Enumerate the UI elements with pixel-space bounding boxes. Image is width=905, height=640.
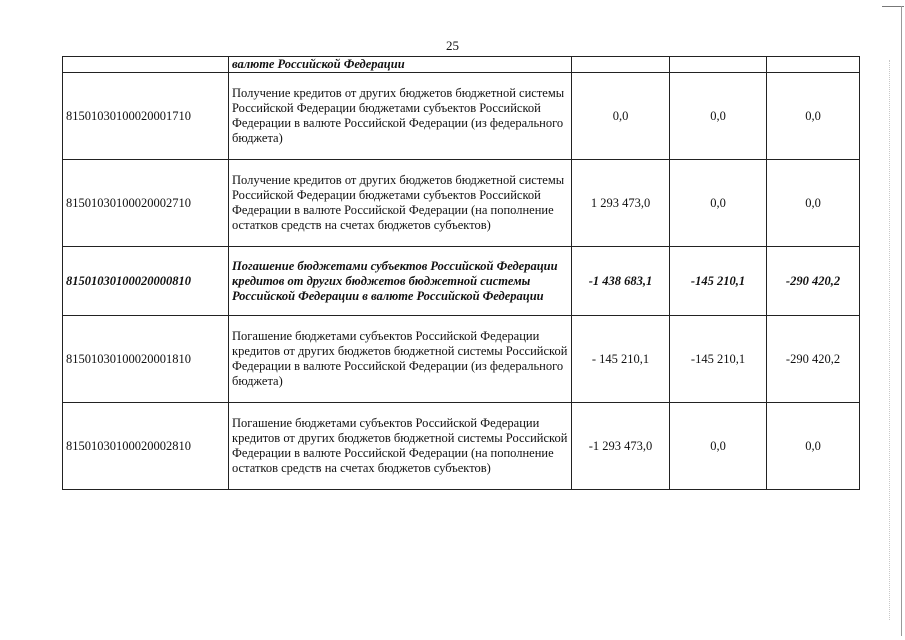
budget-table [62, 56, 860, 490]
row-value-1: 0,0 [572, 73, 670, 160]
row-description: Получение кредитов от других бюджетов бюджетной системы Российской Федерации бюджетами субъектов Российской Федерации в валюте Российской Федерации (из федерального бюджета) [229, 73, 572, 160]
table-row [63, 316, 860, 403]
row-value-2: 0,0 [670, 160, 767, 247]
row-value-2: 0,0 [670, 403, 767, 490]
page-number: 25 [446, 38, 459, 53]
row-value-2: -145 210,1 [670, 247, 767, 316]
row-code: 81501030100020000810 [63, 247, 229, 316]
row-description: Погашение бюджетами субъектов Российской Федерации кредитов от других бюджетов бюджетной системы Российской Федерации в валюте Российской Федерации (из федерального бюджета) [229, 316, 572, 403]
row-value-3: 0,0 [767, 403, 860, 490]
row-value-3: 0,0 [767, 160, 860, 247]
row-value-1: -1 293 473,0 [572, 403, 670, 490]
row-value-3: -290 420,2 [767, 316, 860, 403]
row-description: Получение кредитов от других бюджетов бюджетной системы Российской Федерации бюджетами субъектов Российской Федерации в валюте Российской Федерации (на пополнение остатков средств на счетах бюджетов субъектов) [229, 160, 572, 247]
row-code: 81501030100020001810 [63, 316, 229, 403]
row-value-2: 0,0 [670, 73, 767, 160]
row-value-3: 0,0 [767, 73, 860, 160]
page-edge-line [901, 6, 902, 636]
table-row [63, 403, 860, 490]
row-code: 81501030100020002810 [63, 403, 229, 490]
row-description: валюте Российской Федерации [229, 57, 572, 73]
row-value-3 [767, 57, 860, 73]
row-description: Погашение бюджетами субъектов Российской Федерации кредитов от других бюджетов бюджетной системы Российской Федерации в валюте Российской Федерации (на пополнение остатков средств на счетах бюджетов субъектов) [229, 403, 572, 490]
row-code: 81501030100020001710 [63, 73, 229, 160]
row-code: 81501030100020002710 [63, 160, 229, 247]
row-value-3: -290 420,2 [767, 247, 860, 316]
row-value-1 [572, 57, 670, 73]
row-description: Погашение бюджетами субъектов Российской Федерации кредитов от других бюджетов бюджетной системы Российской Федерации в валюте Российской Федерации [229, 247, 572, 316]
row-value-1: - 145 210,1 [572, 316, 670, 403]
row-value-2: -145 210,1 [670, 316, 767, 403]
table-row [63, 73, 860, 160]
row-value-1: 1 293 473,0 [572, 160, 670, 247]
row-code [63, 57, 229, 73]
table-row [63, 57, 860, 73]
row-value-1: -1 438 683,1 [572, 247, 670, 316]
table-row-total [63, 247, 860, 316]
row-value-2 [670, 57, 767, 73]
page-edge-dots [889, 60, 891, 620]
table-row [63, 160, 860, 247]
